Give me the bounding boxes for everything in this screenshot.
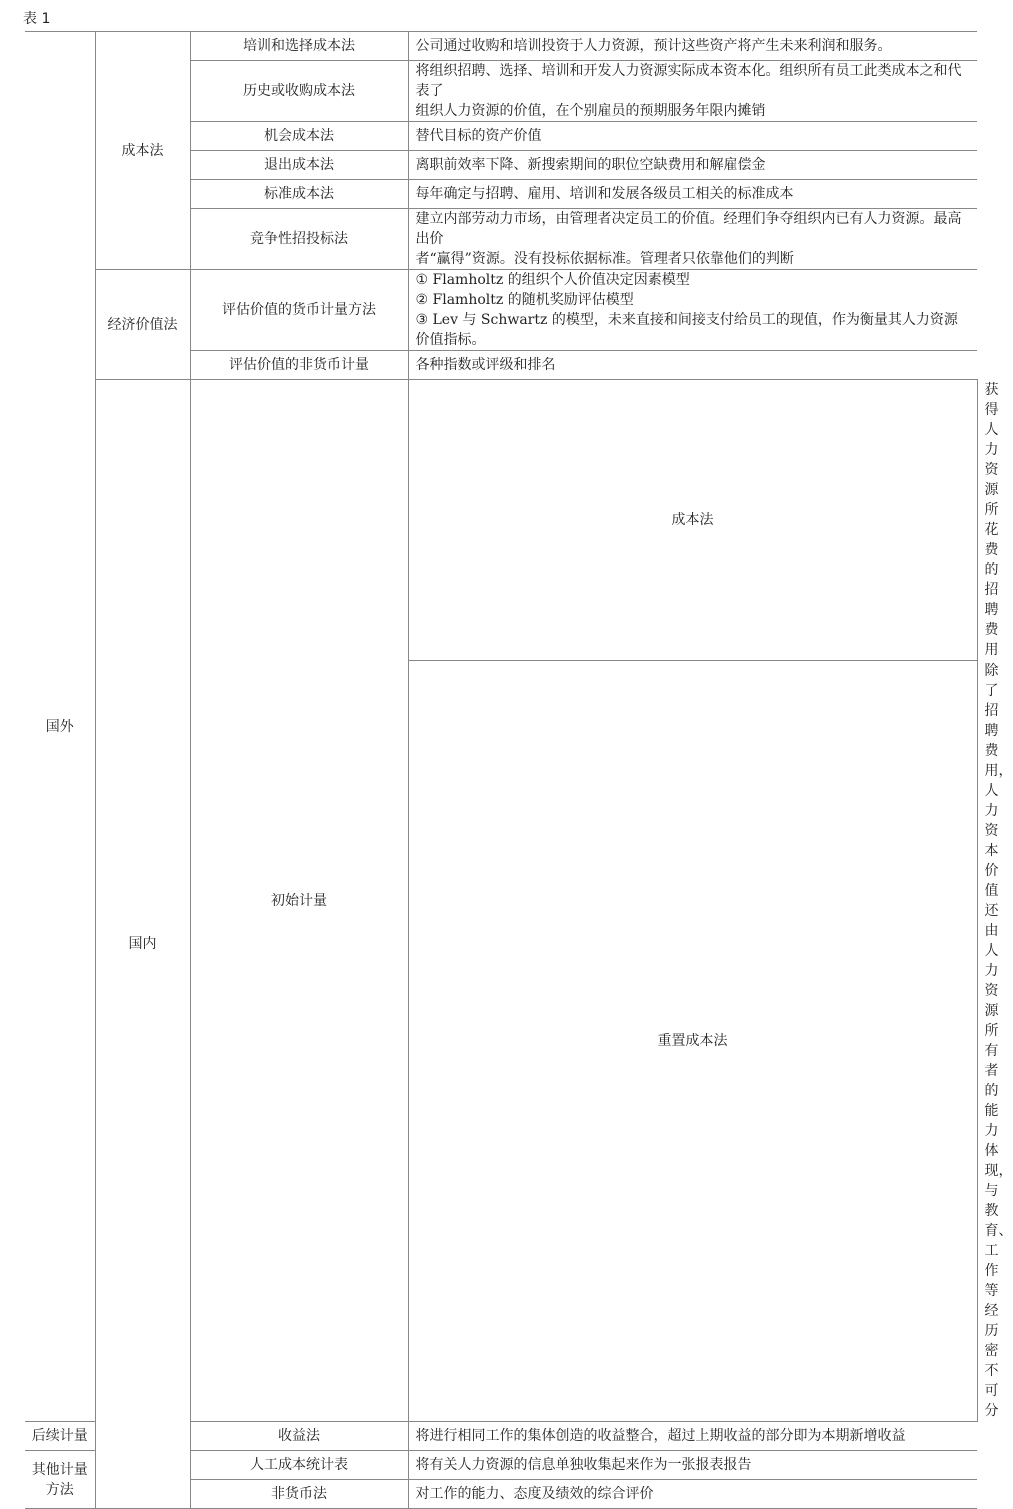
description-cell: 各种指数或评级和排名 <box>408 351 977 380</box>
method-cell: 非货币法 <box>190 1480 408 1509</box>
method-cell: 收益法 <box>190 1422 408 1451</box>
group-subsequent-measurement: 后续计量 <box>25 1422 95 1451</box>
description-cell: 将有关人力资源的信息单独收集起来作为一张报表报告 <box>408 1451 977 1480</box>
description-cell: 替代目标的资产价值 <box>408 122 977 151</box>
description-cell: 公司通过收购和培训投资于人力资源，预计这些资产将产生未来利润和服务。 <box>408 32 977 61</box>
method-cell: 竞争性招投标法 <box>190 209 408 270</box>
description-cell: 离职前效率下降、新搜索期间的职位空缺费用和解雇偿金 <box>408 151 977 180</box>
description-cell: 建立内部劳动力市场，由管理者决定员工的价值。经理们争夺组织内已有人力资源。最高出价 者“赢得”资源。没有投标依据标准。管理者只依靠他们的判断 <box>408 209 977 270</box>
method-cell: 培训和选择成本法 <box>190 32 408 61</box>
method-cell: 历史或收购成本法 <box>190 61 408 122</box>
description-cell: 对工作的能力、态度及绩效的综合评价 <box>408 1480 977 1509</box>
description-cell: 每年确定与招聘、雇用、培训和发展各级员工相关的标准成本 <box>408 180 977 209</box>
description-cell: 将进行相同工作的集体创造的收益整合，超过上期收益的部分即为本期新增收益 <box>408 1422 977 1451</box>
region-foreign: 国外 <box>25 32 95 1422</box>
region-domestic: 国内 <box>95 380 190 1509</box>
method-cell: 重置成本法 <box>408 661 977 1422</box>
method-cell: 评估价值的货币计量方法 <box>190 270 408 351</box>
table-row <box>25 270 977 351</box>
description-cell: ① Flamholtz 的组织个人价值决定因素模型 ② Flamholtz 的随机奖励评估模型 ③ Lev 与 Schwartz 的模型，未来直接和间接支付给员工的现值，作为衡量其人力资源价值指标。 <box>408 270 977 351</box>
group-cost-method: 成本法 <box>95 32 190 270</box>
group-initial-measurement: 初始计量 <box>190 380 408 1422</box>
group-economic-value-method: 经济价值法 <box>95 270 190 380</box>
table-row <box>25 32 977 61</box>
table-row: 重置成本法 除了招聘费用，人力资本价值还由人力资源所有者的能力体现，与教育、工作等经历密不可分 <box>25 661 977 1422</box>
method-cell: 评估价值的非货币计量 <box>190 351 408 380</box>
method-cell: 机会成本法 <box>190 122 408 151</box>
method-cell: 标准成本法 <box>190 180 408 209</box>
table-caption: 表 1 <box>23 11 51 27</box>
description-cell: 将组织招聘、选择、培训和开发人力资源实际成本资本化。组织所有员工此类成本之和代表了 组织人力资源的价值，在个别雇员的预期服务年限内摊销 <box>408 61 977 122</box>
method-cell: 退出成本法 <box>190 151 408 180</box>
method-cell: 成本法 <box>408 380 977 661</box>
group-other-methods: 其他计量方法 <box>25 1451 95 1509</box>
hr-measurement-table <box>25 31 1013 1509</box>
method-cell: 人工成本统计表 <box>190 1451 408 1480</box>
table-row: 国内 初始计量 成本法 获得人力资源所花费的招聘费用 <box>25 380 977 661</box>
